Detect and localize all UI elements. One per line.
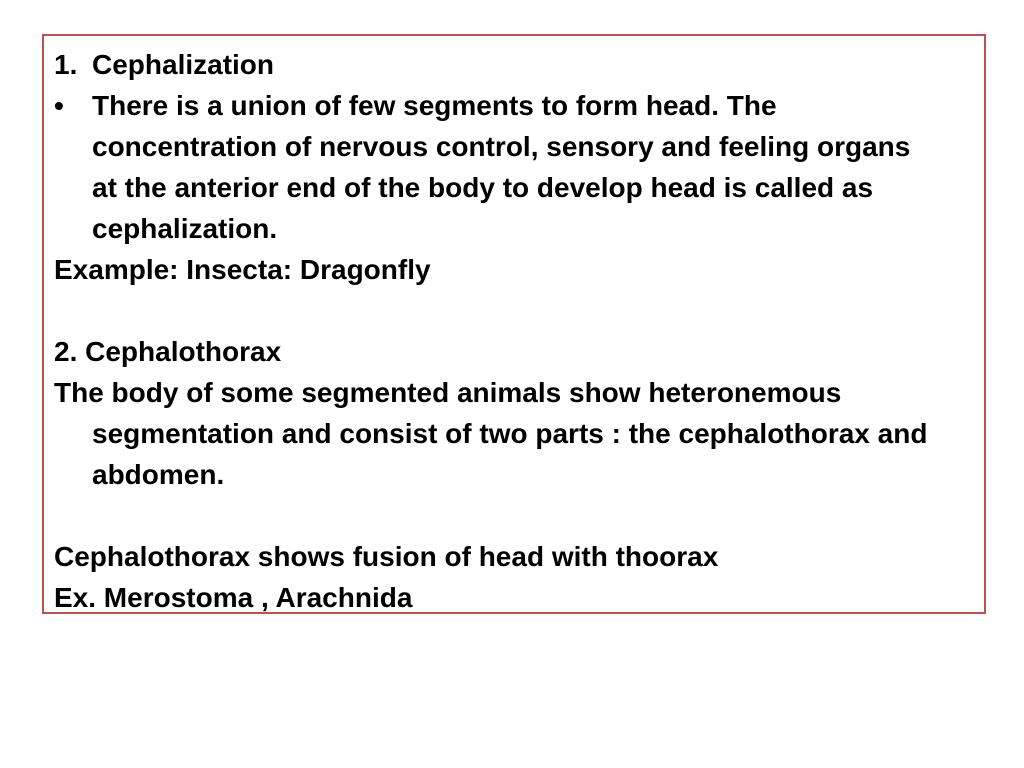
section1-number: 1.: [54, 49, 78, 80]
section2-examples: Ex. Merostoma , Arachnida: [54, 582, 413, 613]
section2-heading: 2. Cephalothorax: [54, 336, 282, 367]
bullet-line-2: concentration of nervous control, sensory and feeling organs: [92, 131, 911, 162]
section1-heading: [54, 44, 974, 85]
bullet-line-4: cephalization.: [92, 213, 278, 244]
bullet-line-1: There is a union of few segments to form head. The: [92, 90, 777, 121]
bullet-line-3: at the anterior end of the body to develop head is called as: [92, 172, 874, 203]
section2-fusion-statement: Cephalothorax shows fusion of head with thoorax: [54, 541, 719, 572]
section1-heading-text: Cephalization: [92, 49, 275, 80]
content-box: [42, 34, 986, 614]
section1-bullet: [54, 85, 974, 126]
section2-body-line-3: abdomen.: [92, 459, 225, 490]
spacer: [54, 290, 974, 331]
section2-body-line-1: The body of some segmented animals show heteronemous: [54, 377, 842, 408]
section2-body-line-2: segmentation and consist of two parts : the cephalothorax and: [92, 418, 928, 449]
spacer: [54, 495, 974, 536]
section1-example: Example: Insecta: Dragonfly: [54, 254, 431, 285]
bullet-icon: •: [54, 90, 64, 121]
